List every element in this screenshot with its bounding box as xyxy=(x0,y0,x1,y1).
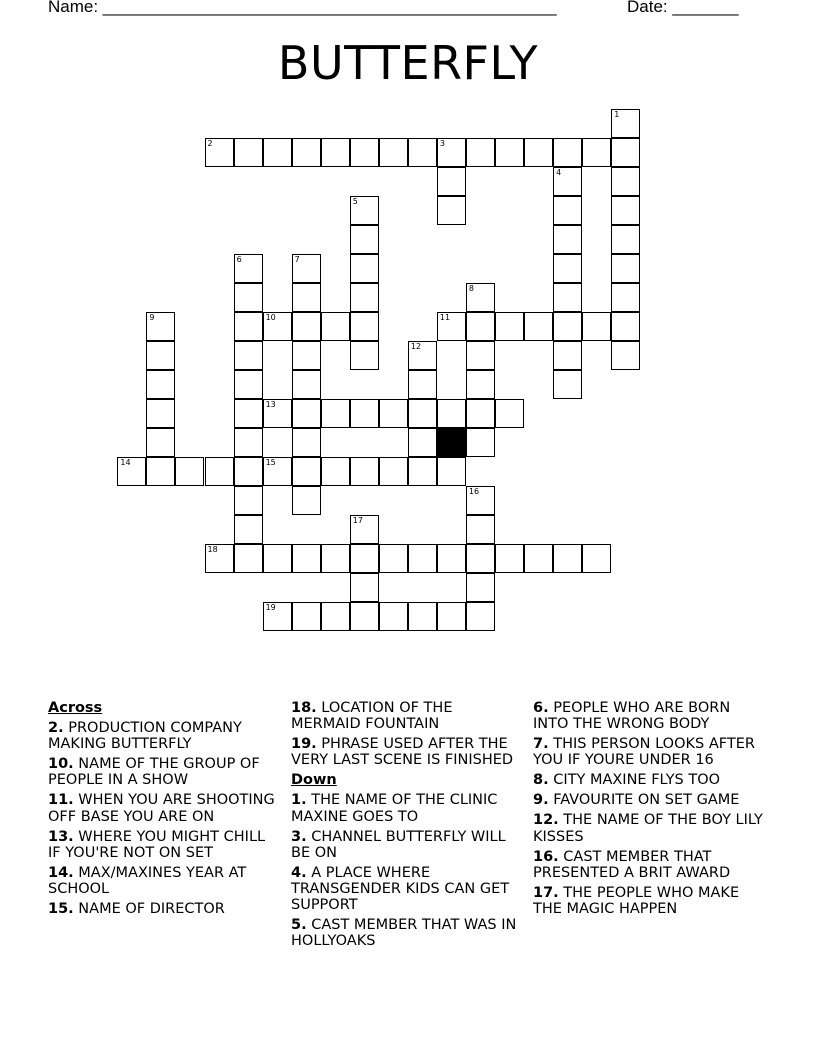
grid-cell[interactable] xyxy=(379,399,408,428)
page-title: BUTTERFLY xyxy=(277,36,539,90)
grid-cell[interactable] xyxy=(408,602,437,631)
grid-cell[interactable] xyxy=(234,254,263,283)
clue-number: 4 xyxy=(556,167,562,177)
grid-cell[interactable] xyxy=(582,544,611,573)
grid-cell[interactable] xyxy=(495,544,524,573)
grid-cell[interactable] xyxy=(350,515,379,544)
grid-cell[interactable] xyxy=(611,312,640,341)
clue-down: 9. FAVOURITE ON SET GAME xyxy=(533,792,740,809)
grid-cell[interactable] xyxy=(292,428,321,457)
grid-cell[interactable] xyxy=(205,457,234,486)
grid-cell[interactable] xyxy=(234,428,263,457)
clue-number: 6 xyxy=(236,254,242,264)
grid-cell[interactable] xyxy=(611,138,640,167)
grid-cell[interactable] xyxy=(146,312,175,341)
grid-cell[interactable] xyxy=(292,283,321,312)
grid-cell[interactable] xyxy=(437,399,466,428)
grid-cell[interactable] xyxy=(379,457,408,486)
grid-cell[interactable] xyxy=(408,544,437,573)
grid-cell[interactable] xyxy=(234,457,263,486)
grid-cell[interactable] xyxy=(466,341,495,370)
grid-cell[interactable] xyxy=(495,399,524,428)
grid-cell[interactable] xyxy=(408,399,437,428)
clue-number: 5 xyxy=(352,196,358,206)
grid-cell[interactable] xyxy=(553,167,582,196)
clue-number: 17 xyxy=(352,516,363,526)
grid-cell[interactable] xyxy=(466,573,495,602)
grid-cell[interactable] xyxy=(611,341,640,370)
grid-cell[interactable] xyxy=(321,138,350,167)
grid-cell[interactable] xyxy=(292,544,321,573)
grid-cell[interactable] xyxy=(234,544,263,573)
grid-cell[interactable] xyxy=(553,254,582,283)
grid-cell[interactable] xyxy=(321,457,350,486)
clue-column-2 xyxy=(291,700,523,953)
clue-number: 12 xyxy=(410,341,422,351)
grid-cell[interactable] xyxy=(205,138,234,167)
grid-cell[interactable] xyxy=(350,457,379,486)
clue-down: 1. THE NAME OF THE CLINIC MAXINE GOES TO xyxy=(291,792,498,825)
grid-cell[interactable] xyxy=(234,283,263,312)
grid-cell[interactable] xyxy=(437,312,466,341)
grid-cell[interactable] xyxy=(146,457,175,486)
grid-cell[interactable] xyxy=(408,341,437,370)
grid-cell[interactable] xyxy=(466,428,495,457)
grid-cell[interactable] xyxy=(408,370,437,399)
grid-cell[interactable] xyxy=(379,544,408,573)
grid-cell[interactable] xyxy=(263,399,292,428)
clue-number: 8 xyxy=(468,283,474,293)
grid-cell[interactable] xyxy=(350,312,379,341)
clue-number: 7 xyxy=(294,254,300,264)
grid-cell[interactable] xyxy=(350,254,379,283)
grid-cell[interactable] xyxy=(466,283,495,312)
grid-cell[interactable] xyxy=(379,138,408,167)
grid-cell[interactable] xyxy=(234,370,263,399)
grid-cell[interactable] xyxy=(263,457,292,486)
grid-cell[interactable] xyxy=(263,602,292,631)
grid-cell[interactable] xyxy=(292,254,321,283)
grid-cell[interactable] xyxy=(495,138,524,167)
grid-cell[interactable] xyxy=(321,602,350,631)
grid-cell[interactable] xyxy=(524,138,553,167)
grid-cell[interactable] xyxy=(292,486,321,515)
clue-across: 10. NAME OF THE GROUP OF PEOPLE IN A SHOW xyxy=(48,756,260,789)
grid-cell[interactable] xyxy=(582,138,611,167)
clue-number: 10 xyxy=(265,312,276,322)
black-square xyxy=(437,428,466,457)
clue-across: 13. WHERE YOU MIGHT CHILL IF YOU'RE NOT ON SET xyxy=(48,828,266,861)
clue-number: 16 xyxy=(468,487,480,497)
clue-number: 19 xyxy=(265,603,276,613)
grid-cell[interactable] xyxy=(437,196,466,225)
clue-number: 2 xyxy=(207,138,213,148)
grid-cell[interactable] xyxy=(466,312,495,341)
grid-cell[interactable] xyxy=(350,196,379,225)
grid-cell[interactable] xyxy=(408,138,437,167)
grid-cell[interactable] xyxy=(292,138,321,167)
grid-cell[interactable] xyxy=(466,138,495,167)
grid-cell[interactable] xyxy=(292,370,321,399)
grid-cell[interactable] xyxy=(466,515,495,544)
grid-cell[interactable] xyxy=(466,370,495,399)
grid-cell[interactable] xyxy=(350,283,379,312)
clue-column-1 xyxy=(48,700,280,921)
grid-cell[interactable] xyxy=(611,283,640,312)
grid-cell[interactable] xyxy=(175,457,204,486)
clue-number: 14 xyxy=(120,458,131,468)
clue-column-3 xyxy=(533,700,765,921)
grid-cell[interactable] xyxy=(495,312,524,341)
grid-cell[interactable] xyxy=(611,109,640,138)
grid-cell[interactable] xyxy=(350,399,379,428)
grid-cell[interactable] xyxy=(553,283,582,312)
clue-down: 7. THIS PERSON LOOKS AFTER YOU IF YOURE UNDER 16 xyxy=(533,736,755,769)
clue-across: 14. MAX/MAXINES YEAR AT SCHOOL xyxy=(48,864,247,898)
clue-number: 15 xyxy=(265,458,276,468)
grid-cell[interactable] xyxy=(146,341,175,370)
clue-number: 3 xyxy=(439,138,445,148)
grid-cell[interactable] xyxy=(321,399,350,428)
grid-cell[interactable] xyxy=(350,544,379,573)
down-heading: Down xyxy=(291,772,337,789)
clue-number: 9 xyxy=(149,312,155,322)
grid-cell[interactable] xyxy=(379,602,408,631)
grid-cell[interactable] xyxy=(611,254,640,283)
grid-cell[interactable] xyxy=(350,225,379,254)
clue-down: 3. CHANNEL BUTTERFLY WILL BE ON xyxy=(291,828,506,861)
grid-cell[interactable] xyxy=(553,370,582,399)
clue-across: 2. PRODUCTION COMPANY MAKING BUTTERFLY xyxy=(48,720,242,753)
grid-cell[interactable] xyxy=(350,138,379,167)
grid-cell[interactable] xyxy=(466,602,495,631)
date-field-label: Date: _______ xyxy=(627,0,739,16)
clue-down: 4. A PLACE WHERE TRANSGENDER KIDS CAN GET SUPPORT xyxy=(291,864,510,914)
grid-cell[interactable] xyxy=(350,602,379,631)
grid-cell[interactable] xyxy=(321,544,350,573)
grid-cell[interactable] xyxy=(234,486,263,515)
across-heading: Across xyxy=(48,700,103,716)
clue-across: 18. LOCATION OF THE MERMAID FOUNTAIN xyxy=(291,700,453,733)
grid-cell[interactable] xyxy=(466,399,495,428)
grid-cell[interactable] xyxy=(234,312,263,341)
clue-across: 15. NAME OF DIRECTOR xyxy=(48,901,225,918)
grid-cell[interactable] xyxy=(437,602,466,631)
clue-down: 12. THE NAME OF THE BOY LILY KISSES xyxy=(533,812,763,845)
grid-cell[interactable] xyxy=(611,225,640,254)
grid-cell[interactable] xyxy=(234,515,263,544)
grid-cell[interactable] xyxy=(437,167,466,196)
clue-down: 16. CAST MEMBER THAT PRESENTED A BRIT AWARD xyxy=(533,848,731,881)
clue-down: 17. THE PEOPLE WHO MAKE THE MAGIC HAPPEN xyxy=(533,884,740,918)
grid-cell[interactable] xyxy=(408,457,437,486)
grid-cell[interactable] xyxy=(553,196,582,225)
grid-cell[interactable] xyxy=(611,196,640,225)
grid-cell[interactable] xyxy=(553,138,582,167)
grid-cell[interactable] xyxy=(146,428,175,457)
grid-cell[interactable] xyxy=(117,457,146,486)
clue-number: 1 xyxy=(614,109,620,119)
grid-cell[interactable] xyxy=(553,544,582,573)
grid-cell[interactable] xyxy=(466,486,495,515)
clue-number: 11 xyxy=(439,312,451,322)
clue-down: 8. CITY MAXINE FLYS TOO xyxy=(533,772,721,789)
grid-cell[interactable] xyxy=(553,225,582,254)
grid-cell[interactable] xyxy=(263,138,292,167)
clue-down: 5. CAST MEMBER THAT WAS IN HOLLYOAKS xyxy=(291,917,517,950)
grid-cell[interactable] xyxy=(524,544,553,573)
grid-cell[interactable] xyxy=(292,602,321,631)
grid-cell[interactable] xyxy=(611,167,640,196)
name-field-label: Name: ________________________________________________ xyxy=(48,0,557,16)
grid-cell[interactable] xyxy=(292,312,321,341)
clue-across: 11. WHEN YOU ARE SHOOTING OFF BASE YOU ARE ON xyxy=(48,792,275,825)
grid-cell[interactable] xyxy=(524,312,553,341)
grid-cell[interactable] xyxy=(146,399,175,428)
clue-across: 19. PHRASE USED AFTER THE VERY LAST SCENE IS FINISHED xyxy=(291,736,514,769)
clue-number: 13 xyxy=(265,400,276,409)
grid-cell[interactable] xyxy=(292,399,321,428)
grid-cell[interactable] xyxy=(437,457,466,486)
grid-cell[interactable] xyxy=(350,341,379,370)
grid-cell[interactable] xyxy=(582,312,611,341)
grid-cell[interactable] xyxy=(408,428,437,457)
grid-cell[interactable] xyxy=(146,370,175,399)
grid-cell[interactable] xyxy=(234,399,263,428)
grid-cell[interactable] xyxy=(292,341,321,370)
grid-cell[interactable] xyxy=(263,544,292,573)
grid-cell[interactable] xyxy=(437,544,466,573)
grid-cell[interactable] xyxy=(437,138,466,167)
clue-number: 18 xyxy=(207,545,218,555)
grid-cell[interactable] xyxy=(234,341,263,370)
grid-cell[interactable] xyxy=(466,544,495,573)
grid-cell[interactable] xyxy=(263,312,292,341)
grid-cell[interactable] xyxy=(234,138,263,167)
grid-cell[interactable] xyxy=(205,544,234,573)
grid-cell[interactable] xyxy=(553,341,582,370)
grid-cell[interactable] xyxy=(321,312,350,341)
clue-down: 6. PEOPLE WHO ARE BORN INTO THE WRONG BODY xyxy=(533,700,731,733)
grid-cell[interactable] xyxy=(350,573,379,602)
grid-cell[interactable] xyxy=(292,457,321,486)
grid-cell[interactable] xyxy=(553,312,582,341)
